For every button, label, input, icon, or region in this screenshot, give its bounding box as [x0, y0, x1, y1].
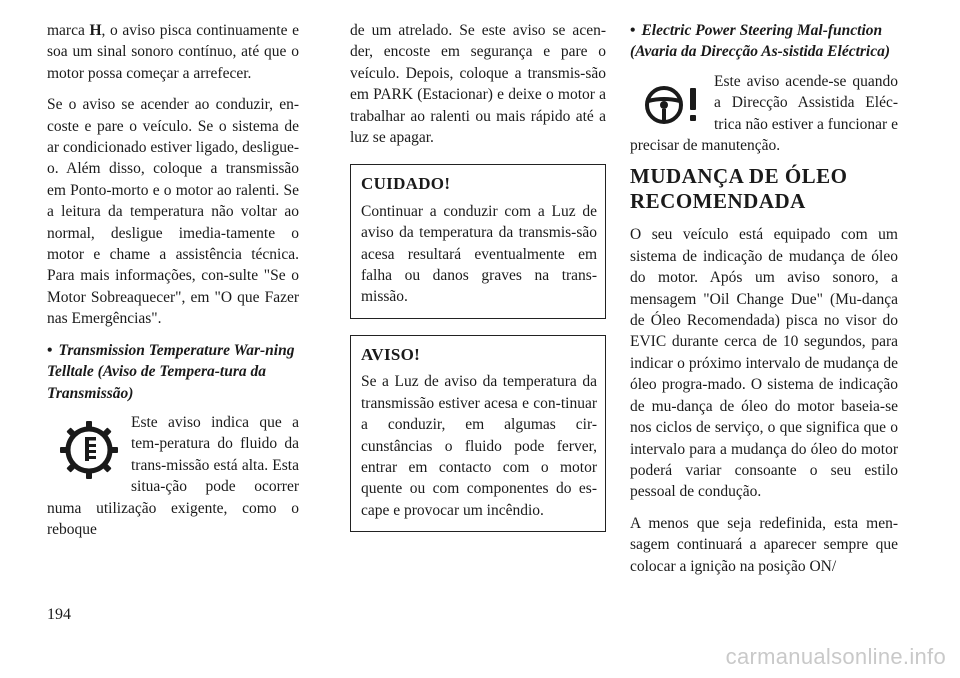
bullet-title-text: Electric Power Steering Mal-function (Avaria da Direcção As-sistida Eléctrica) — [630, 22, 891, 61]
electric-power-steering-malfunction-icon — [640, 77, 704, 133]
page-number: 194 — [47, 606, 71, 623]
caution-title: CUIDADO! — [361, 174, 451, 194]
caution-box — [350, 164, 606, 318]
transmission-temp-block — [47, 412, 299, 540]
column-left — [47, 20, 299, 548]
paragraph-overheat-continued — [47, 20, 299, 84]
paragraph-trailer-instructions: de um atrelado. Se este aviso se acen-der, encoste em segurança e pare o veículo. Depois, coloque a transmis-são em PARK (Estacionar) e deixe o motor a trabalhar ao ralenti ou mais rápido até a luz se apagar. — [350, 22, 606, 147]
transmission-temp-description: Este aviso indica que a tem-peratura do fluido da trans-missão está alta. Esta situa-ção pode ocorrer numa utilização exigente, como o reboque — [47, 413, 299, 538]
text-fragment: marca — [47, 22, 90, 39]
caution-text: Continuar a conduzir com a Luz de aviso da temperatura da transmis-são acesa resultará eventualmente em falha ou danos graves na trans-missão. — [361, 202, 597, 306]
warning-box — [350, 335, 606, 532]
warning-title: AVISO! — [361, 344, 421, 364]
bullet-transmission-temp-title — [47, 340, 299, 404]
power-steering-description: Este aviso acende-se quando a Direcção Assistida Eléc-trica não estiver a funcionar e precisar de manutenção. — [630, 72, 898, 155]
bullet-dot: • — [47, 341, 53, 359]
column-right — [630, 20, 898, 587]
bullet-title-text: Transmission Temperature War-ning Telltale (Aviso de Tempera-tura da Transmissão) — [47, 341, 295, 402]
paragraph-oil-change-reset: A menos que seja redefinida, esta men-sagem continuará a aparecer sempre que colocar a ignição na posição ON/ — [630, 514, 898, 575]
transmission-temperature-warning-icon — [57, 418, 121, 482]
paragraph-overheat-instructions: Se o aviso se acender ao conduzir, en-coste e pare o veículo. Se o sistema de ar condicionado estiver ligado, desligue-o. Além disso, coloque a transmissão em Ponto-morto e o motor ao ralenti. Se a leitura da temperatura não voltar ao normal, desligue imedia-tamente o motor e chame a assistência técnica. Para mais informações, con-sulte "Se o Motor Sobreaquecer", em "O que Fazer nas Emergências". — [47, 96, 299, 328]
section-heading-oil-change: MUDANÇA DE ÓLEO RECOMENDADA — [630, 164, 848, 214]
paragraph-oil-change-system: O seu veículo está equipado com um sistema de indicação de mudança de óleo do motor. Após um aviso sonoro, a mensagem "Oil Change Due" (Mu-dança de Óleo Recomendada) pisca no visor do EVIC durante cerca de 10 segundos, para indicar o próximo intervalo de mudança de óleo progra-mado. O sistema de indicação de mu-dança de óleo do motor baseia-se nos ciclos de serviço, o que significa que o intervalo para a mudança do óleo do motor poderá variar consoante o seu estilo pessoal de condução. — [630, 226, 898, 501]
text-fragment: , o aviso pisca continuamente e soa um sinal sonoro contínuo, até que o motor possa começar a arrefecer. — [47, 22, 299, 82]
column-middle — [350, 20, 606, 532]
bullet-dot: • — [630, 22, 636, 39]
power-steering-block — [630, 71, 898, 157]
warning-text: Se a Luz de aviso da temperatura da transmissão estiver acesa e con-tinuar a conduzir, em algumas cir-cunstâncias o fluido pode ferver, entrar em contacto com o motor quente ou com componentes do es-cape e provocar um incêndio. — [361, 373, 597, 519]
bullet-power-steering-title — [630, 20, 898, 63]
watermark: carmanualsonline.info — [725, 644, 946, 669]
hot-mark-letter: H — [89, 22, 102, 39]
